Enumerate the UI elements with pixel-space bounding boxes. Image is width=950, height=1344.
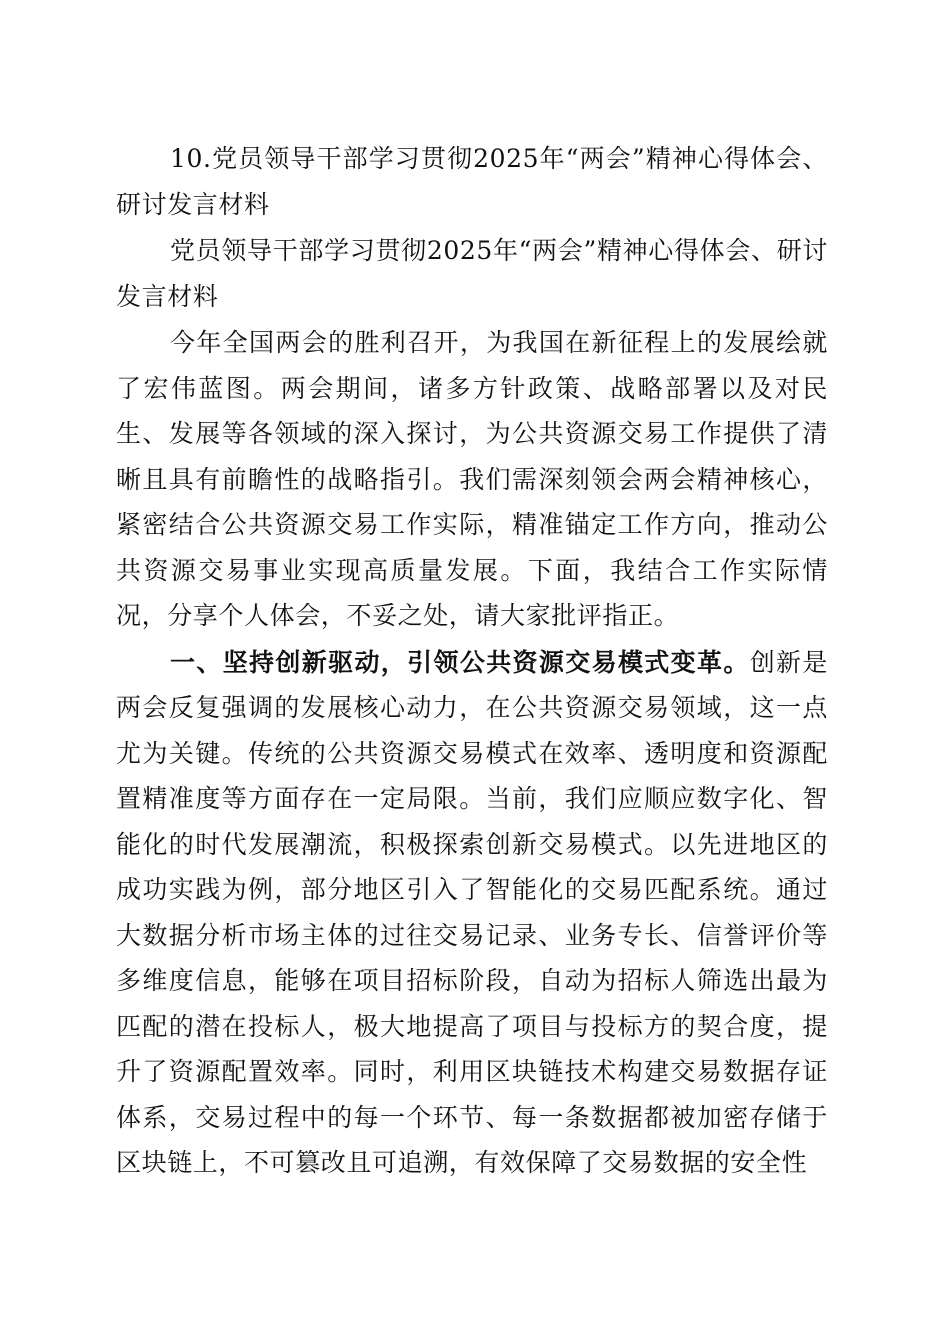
document-title-numbered: 10.党员领导干部学习贯彻2025年“两会”精神心得体会、研讨发言材料 [116, 144, 828, 219]
intro-paragraph: 今年全国两会的胜利召开，为我国在新征程上的发展绘就了宏伟蓝图。两会期间，诸多方针政策、战略部署以及对民生、发展等各领域的深入探讨，为公共资源交易工作提供了清晰且具有前瞻性的战略指引。我们需深刻领会两会精神核心，紧密结合公共资源交易工作实际，精准锚定工作方向，推动公共资源交易事业实现高质量发展。下面，我结合工作实际情况，分享个人体会，不妥之处，请大家批评指正。 [116, 328, 828, 630]
section-1-paragraph [116, 640, 828, 1186]
document-subtitle: 党员领导干部学习贯彻2025年“两会”精神心得体会、研讨发言材料 [116, 236, 828, 311]
section-1-heading: 一、坚持创新驱动，引领公共资源交易模式变革。 [170, 647, 750, 677]
document-body [116, 136, 828, 1186]
section-1-body: 创新是两会反复强调的发展核心动力，在公共资源交易领域，这一点尤为关键。传统的公共资源交易模式在效率、透明度和资源配置精准度等方面存在一定局限。当前，我们应顺应数字化、智能化的时代发展潮流，积极探索创新交易模式。以先进地区的成功实践为例，部分地区引入了智能化的交易匹配系统。通过大数据分析市场主体的过往交易记录、业务专长、信誉评价等多维度信息，能够在项目招标阶段，自动为招标人筛选出最为匹配的潜在投标人，极大地提高了项目与投标方的契合度，提升了资源配置效率。同时，利用区块链技术构建交易数据存证体系，交易过程中的每一个环节、每一条数据都被加密存储于区块链上，不可篡改且可追溯，有效保障了交易数据的安全性 [116, 647, 828, 1177]
